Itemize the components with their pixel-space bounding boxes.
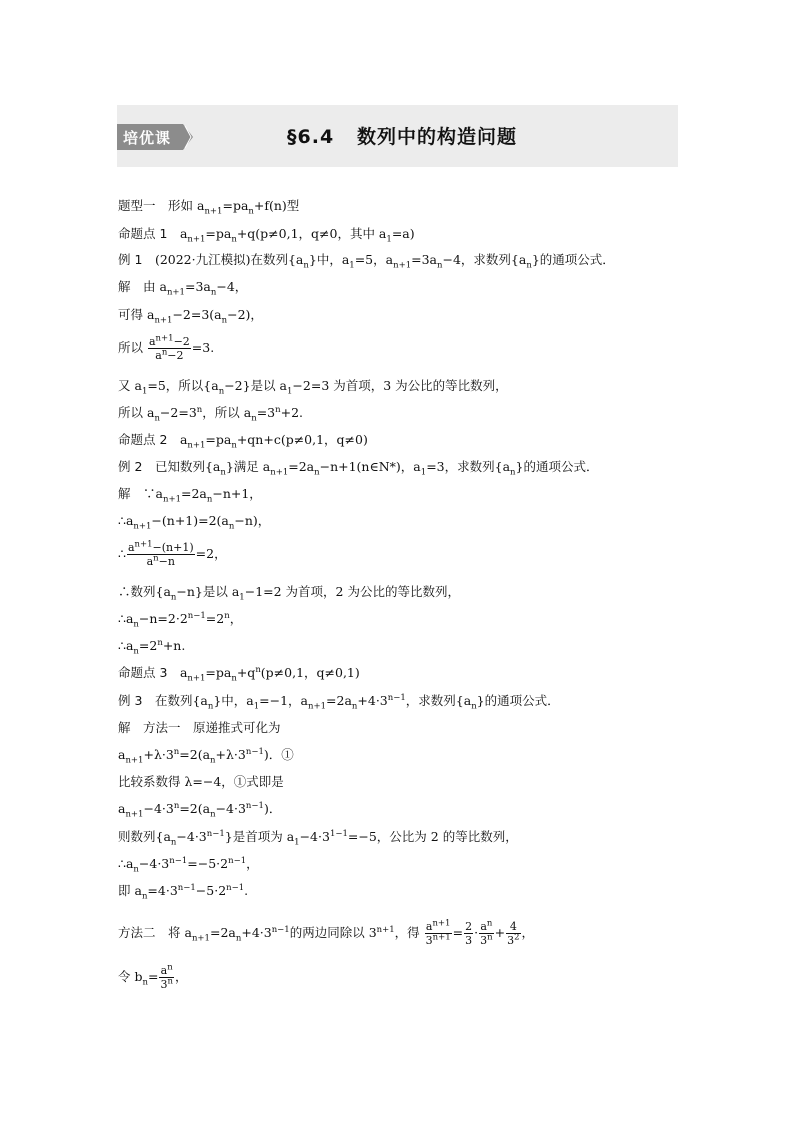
text-line: $a_{n+1}-4\cdot 3^n=2(a_n-4\cdot 3^{n-1})$． [118, 800, 282, 820]
text-line: 方法二 将 $a_{n+1}=2a_n+4\cdot 3^{n-1}$的两边同除以 $3^{n+1}$，得 $\frac{a^{n+1}}{3^{n+1}}$ = $\frac{2}{3}$ · $\frac{a^n}{3^n}$ + $\frac{4}{3^2}$ ， [118, 918, 535, 947]
text-line: 命题点 3 $a_{n+1}=pa_n+q^n(p\ne 0,1$，q≠0,1) [118, 664, 360, 684]
text-line: 可得 $a_{n+1}-2=3(a_n-2)$， [118, 307, 263, 326]
text-line: 又 $a_1=5$，所以$\{a_n-2\}$是以 $a_1-2=3$ 为首项，3 为公比的等比数列， [118, 378, 508, 397]
text-line: 则数列$\{a_n-4\cdot 3^{n-1}\}$是首项为 $a_1-4\cdot 3^{1-1}=-5$，公比为 2 的等比数列， [118, 828, 518, 848]
text-line: $a_{n+1}+\lambda\cdot 3^n=2(a_n+\lambda\cdot 3^{n-1})$．① [118, 746, 294, 766]
text-line: 所以 $a_n-2=3^n$，所以 $a_n=3^n+2$. [118, 404, 304, 424]
page-title [287, 122, 517, 149]
section-title: 数列中的构造问题 [357, 126, 518, 148]
text-line: 命题点 2 $a_{n+1}=pa_n+qn+c(p\ne 0,1$，q≠0) [118, 432, 368, 451]
text-line: $\therefore a_n-4\cdot 3^{n-1}=-5\cdot 2^{n-1}$， [118, 855, 259, 875]
text-line: 题型一 形如 $a_{n+1}=pa_n+f(n)$型 [118, 198, 300, 217]
text-line: 命题点 1 $a_{n+1}=pa_n+q(p\ne 0,1$，q≠0，其中 $a_1=a$) [118, 226, 415, 245]
text-line: 所以 $\frac{a^{n+1}-2}{a^n-2}$ =3. [118, 333, 215, 362]
text-line: 令 $b_n=$ $\frac{a^n}{3^n}$ ， [118, 962, 188, 991]
section-number: §6.4 [287, 126, 335, 148]
text-line: 解 $\because a_{n+1}=2a_n-n+1$， [118, 486, 262, 505]
text-line: 解 方法一 原递推式可化为 [118, 720, 281, 735]
text-line: ∴数列$\{a_n-n\}$是以 $a_1-1=2$ 为首项，2 为公比的等比数列， [118, 584, 460, 603]
text-line: 例 2 已知数列$\{a_n\}$满足 $a_{n+1}=2a_n-n+1(n\in N*)$，$a_1=3$，求数列$\{a_n\}$的通项公式． [118, 459, 599, 478]
text-line: 例 1 (2022·九江模拟)在数列$\{a_n\}$中，$a_1=5$，$a_{n+1}=3a_n-4$，求数列$\{a_n\}$的通项公式． [118, 252, 615, 271]
text-line: 比较系数得 λ=−4，①式即是 [118, 774, 284, 789]
text-line: 例 3 在数列$\{a_n\}$中，$a_1=-1$，$a_{n+1}=2a_n+4\cdot 3^{n-1}$，求数列$\{a_n\}$的通项公式． [118, 692, 560, 712]
text-line: $\therefore a_n=2^n+n$. [118, 637, 186, 657]
text-line: 即 $a_n=4\cdot 3^{n-1}-5\cdot 2^{n-1}$. [118, 882, 249, 902]
course-tag [117, 124, 193, 150]
text-line: ∴ $\frac{a^{n+1}-(n+1)}{a^n-n}$ =2， [118, 539, 227, 568]
text-line: $\therefore a_{n+1}-(n+1)=2(a_n-n)$， [118, 513, 271, 532]
tag-label: 培优课 [123, 129, 172, 147]
text-line: 解 由 $a_{n+1}=3a_n-4$， [118, 279, 248, 298]
text-line: $\therefore a_n-n=2\cdot 2^{n-1}=2^n$， [118, 610, 243, 630]
